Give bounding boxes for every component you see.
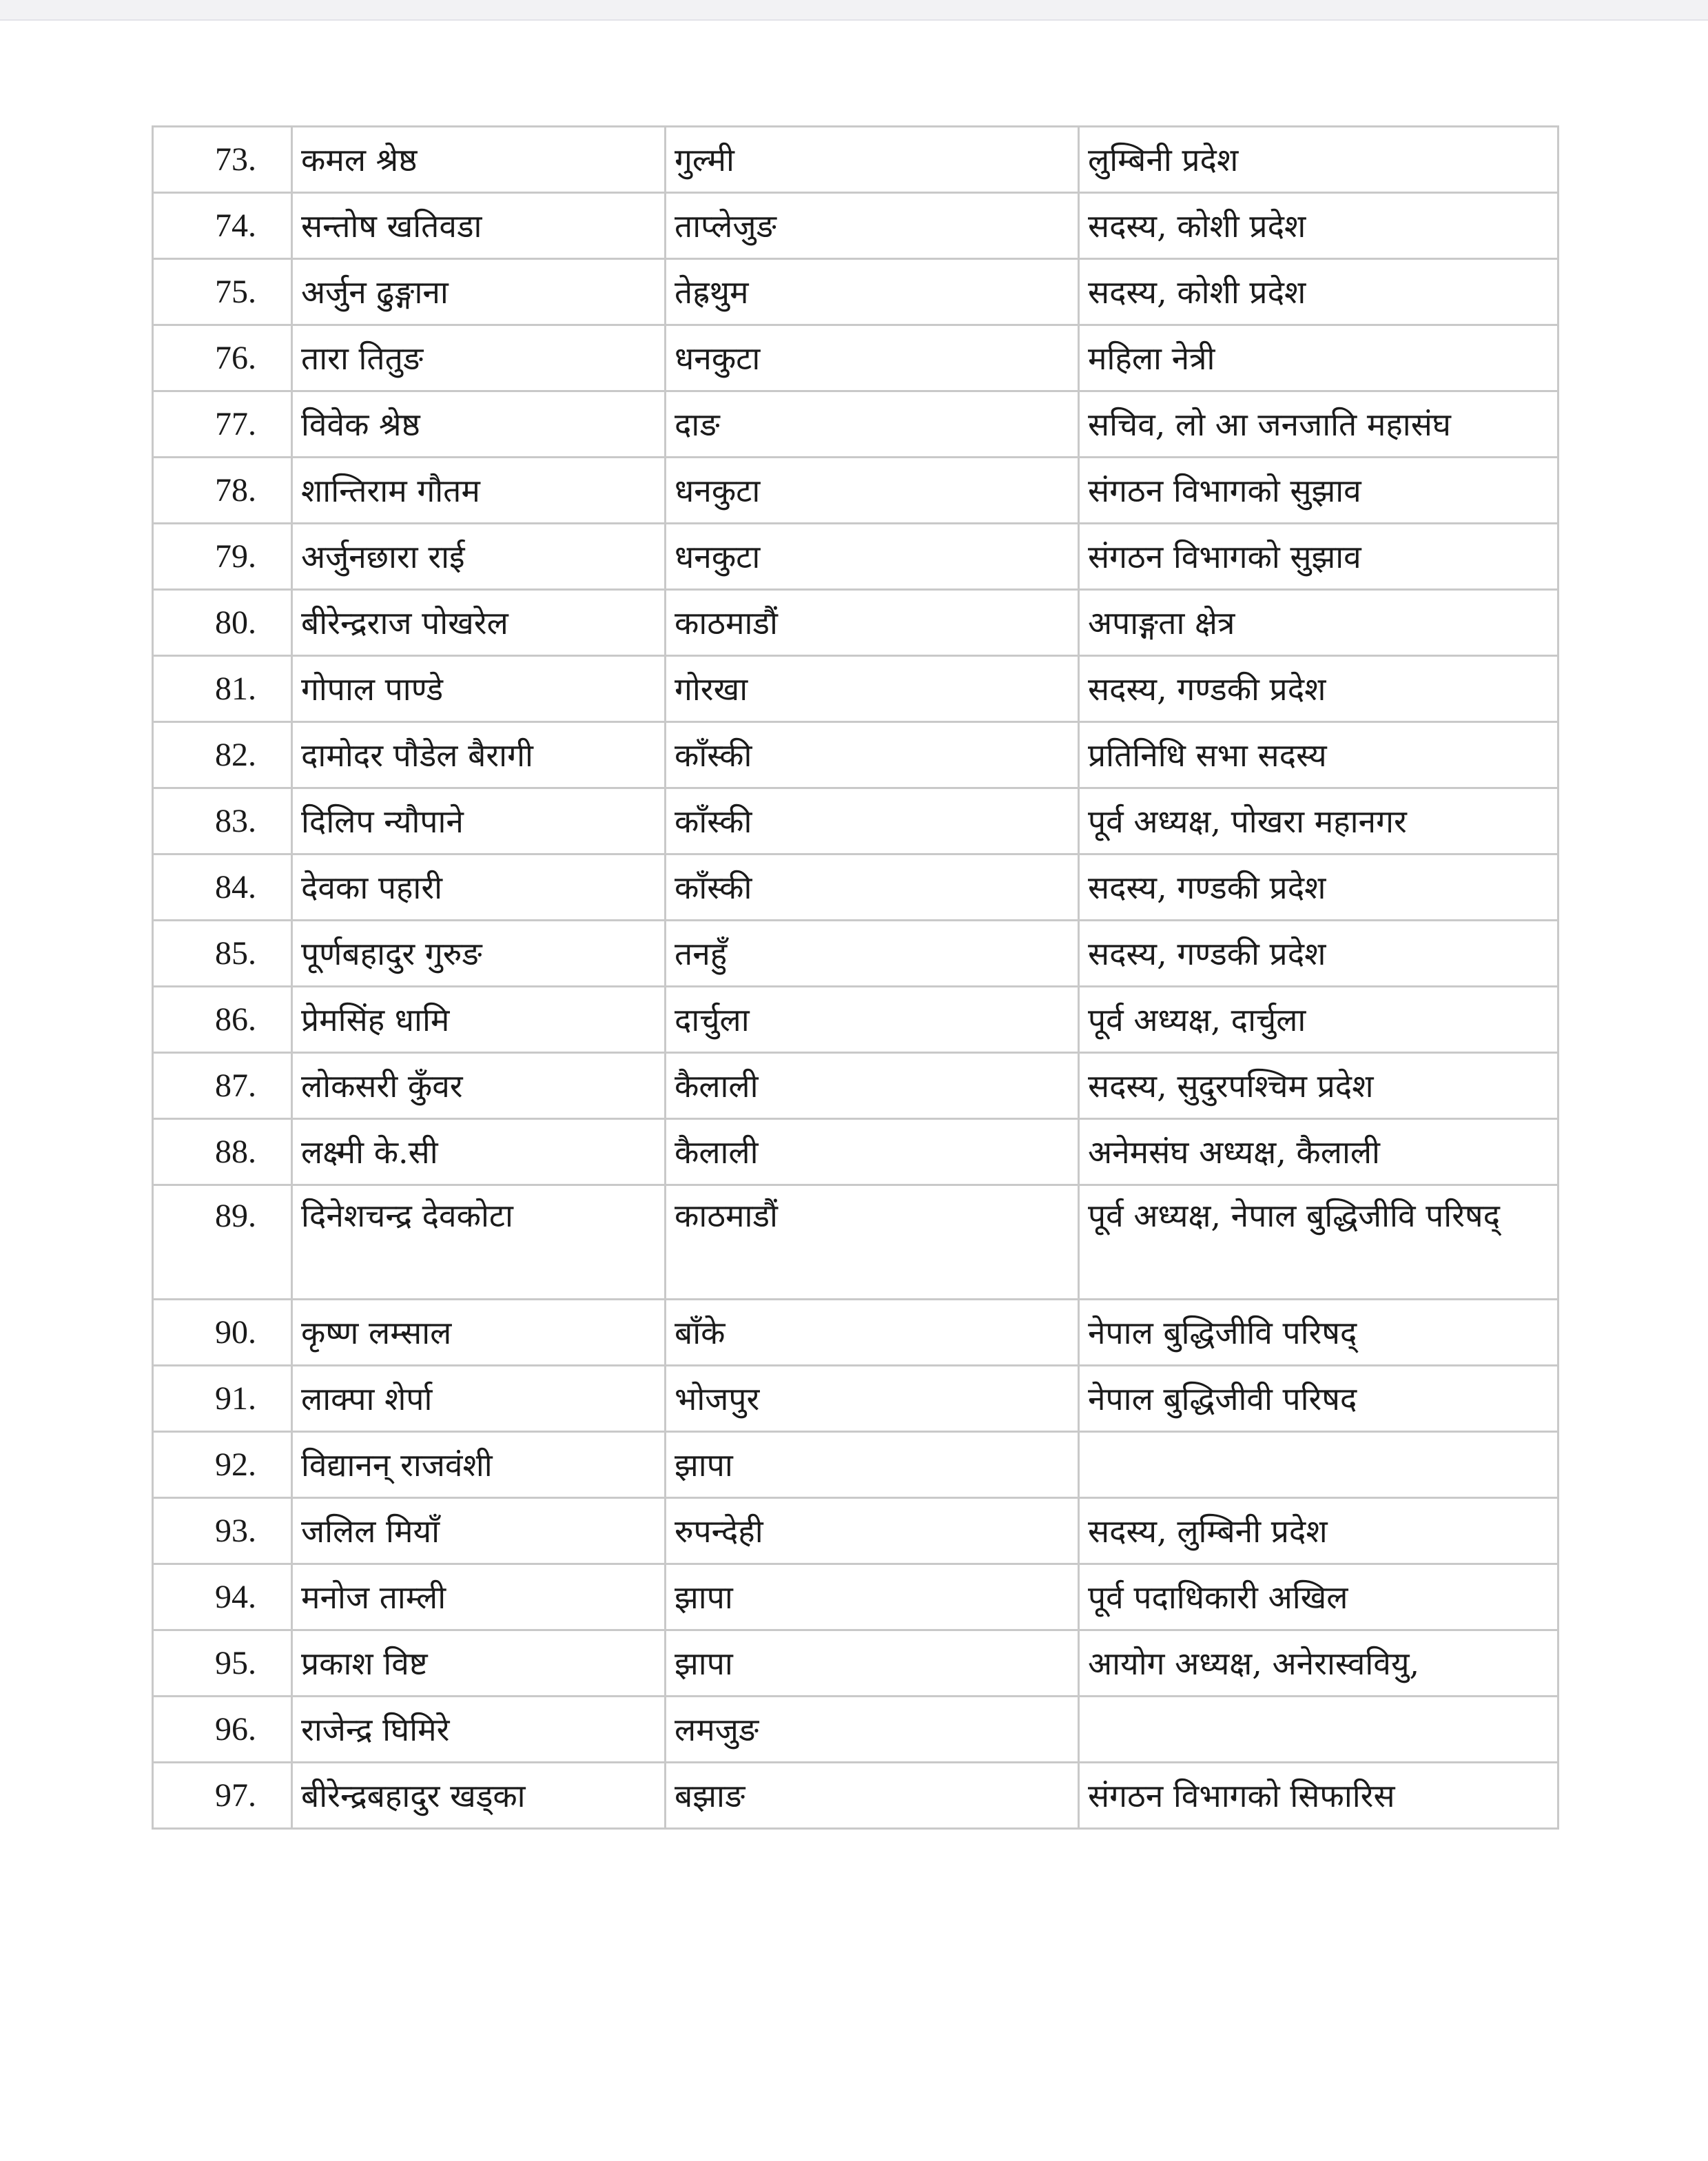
remark-cell: महिला नेत्री: [1079, 325, 1558, 391]
member-name-cell: कमल श्रेष्ठ: [292, 127, 666, 193]
member-name-cell: प्रकाश विष्ट: [292, 1630, 666, 1697]
member-name-cell: सन्तोष खतिवडा: [292, 193, 666, 259]
table-row: [153, 1564, 1558, 1630]
member-name-cell: पूर्णबहादुर गुरुङ: [292, 921, 666, 987]
serial-number-cell: 93.: [153, 1498, 292, 1564]
remark-cell: पूर्व अध्यक्ष, पोखरा महानगर: [1079, 788, 1558, 854]
table-row: [153, 987, 1558, 1053]
table-row: [153, 458, 1558, 524]
district-cell: धनकुटा: [666, 458, 1079, 524]
remark-cell: अपाङ्गता क्षेत्र: [1079, 590, 1558, 656]
table-row: [153, 1697, 1558, 1763]
member-name-cell: विवेक श्रेष्ठ: [292, 391, 666, 458]
serial-number-cell: 95.: [153, 1630, 292, 1697]
member-name-cell: मनोज ताम्ली: [292, 1564, 666, 1630]
member-name-cell: बीरेन्द्रराज पोखरेल: [292, 590, 666, 656]
district-cell: दाङ: [666, 391, 1079, 458]
remark-cell: सदस्य, गण्डकी प्रदेश: [1079, 921, 1558, 987]
district-cell: गोरखा: [666, 656, 1079, 722]
viewer-top-bar: [0, 0, 1708, 21]
table-row: [153, 1432, 1558, 1498]
district-cell: झापा: [666, 1630, 1079, 1697]
remark-cell: संगठन विभागको सुझाव: [1079, 458, 1558, 524]
remark-cell: पूर्व पदाधिकारी अखिल: [1079, 1564, 1558, 1630]
member-name-cell: विद्यानन् राजवंशी: [292, 1432, 666, 1498]
table-row: [153, 722, 1558, 788]
district-cell: काँस्की: [666, 854, 1079, 921]
serial-number-cell: 84.: [153, 854, 292, 921]
table-row: [153, 1300, 1558, 1366]
remark-cell: प्रतिनिधि सभा सदस्य: [1079, 722, 1558, 788]
member-name-cell: तारा तितुङ: [292, 325, 666, 391]
remark-cell: सचिव, लो आ जनजाति महासंघ: [1079, 391, 1558, 458]
serial-number-cell: 90.: [153, 1300, 292, 1366]
remark-cell: [1079, 1697, 1558, 1763]
member-name-cell: दामोदर पौडेल बैरागी: [292, 722, 666, 788]
remark-cell: सदस्य, कोशी प्रदेश: [1079, 193, 1558, 259]
remark-cell: आयोग अध्यक्ष, अनेरास्ववियु,: [1079, 1630, 1558, 1697]
district-cell: झापा: [666, 1564, 1079, 1630]
serial-number-cell: 78.: [153, 458, 292, 524]
table-row: [153, 1185, 1558, 1300]
remark-cell: सदस्य, गण्डकी प्रदेश: [1079, 656, 1558, 722]
district-cell: दार्चुला: [666, 987, 1079, 1053]
remark-cell: [1079, 1432, 1558, 1498]
district-cell: काँस्की: [666, 788, 1079, 854]
district-cell: तनहुँ: [666, 921, 1079, 987]
remark-cell: सदस्य, गण्डकी प्रदेश: [1079, 854, 1558, 921]
remark-cell: सदस्य, सुदुरपश्चिम प्रदेश: [1079, 1053, 1558, 1119]
serial-number-cell: 97.: [153, 1763, 292, 1829]
table-row: [153, 788, 1558, 854]
serial-number-cell: 82.: [153, 722, 292, 788]
member-name-cell: लाक्पा शेर्पा: [292, 1366, 666, 1432]
district-cell: काठमाडौं: [666, 1185, 1079, 1300]
table-row: [153, 1630, 1558, 1697]
serial-number-cell: 94.: [153, 1564, 292, 1630]
serial-number-cell: 81.: [153, 656, 292, 722]
table-row: [153, 1119, 1558, 1185]
district-cell: ताप्लेजुङ: [666, 193, 1079, 259]
table-row: [153, 193, 1558, 259]
member-name-cell: कृष्ण लम्साल: [292, 1300, 666, 1366]
table-row: [153, 1053, 1558, 1119]
table-row: [153, 391, 1558, 458]
table-row: [153, 1763, 1558, 1829]
table-row: [153, 1498, 1558, 1564]
serial-number-cell: 96.: [153, 1697, 292, 1763]
remark-cell: सदस्य, लुम्बिनी प्रदेश: [1079, 1498, 1558, 1564]
table-row: [153, 127, 1558, 193]
member-name-cell: शान्तिराम गौतम: [292, 458, 666, 524]
member-list-table: [152, 125, 1559, 1830]
district-cell: गुल्मी: [666, 127, 1079, 193]
member-name-cell: दिनेशचन्द्र देवकोटा: [292, 1185, 666, 1300]
district-cell: रुपन्देही: [666, 1498, 1079, 1564]
district-cell: बाँके: [666, 1300, 1079, 1366]
remark-cell: संगठन विभागको सिफारिस: [1079, 1763, 1558, 1829]
serial-number-cell: 74.: [153, 193, 292, 259]
member-list-body: [153, 127, 1558, 1829]
district-cell: बझाङ: [666, 1763, 1079, 1829]
member-name-cell: देवका पहारी: [292, 854, 666, 921]
member-name-cell: लक्ष्मी के.सी: [292, 1119, 666, 1185]
serial-number-cell: 88.: [153, 1119, 292, 1185]
serial-number-cell: 85.: [153, 921, 292, 987]
district-cell: भोजपुर: [666, 1366, 1079, 1432]
serial-number-cell: 83.: [153, 788, 292, 854]
district-cell: झापा: [666, 1432, 1079, 1498]
district-cell: कैलाली: [666, 1053, 1079, 1119]
district-cell: कैलाली: [666, 1119, 1079, 1185]
district-cell: धनकुटा: [666, 524, 1079, 590]
serial-number-cell: 92.: [153, 1432, 292, 1498]
district-cell: लमजुङ: [666, 1697, 1079, 1763]
serial-number-cell: 76.: [153, 325, 292, 391]
remark-cell: सदस्य, कोशी प्रदेश: [1079, 259, 1558, 325]
remark-cell: पूर्व अध्यक्ष, नेपाल बुद्धिजीवि परिषद्: [1079, 1185, 1558, 1300]
serial-number-cell: 73.: [153, 127, 292, 193]
table-row: [153, 921, 1558, 987]
table-row: [153, 1366, 1558, 1432]
table-row: [153, 656, 1558, 722]
table-row: [153, 854, 1558, 921]
member-name-cell: प्रेमसिंह धामि: [292, 987, 666, 1053]
district-cell: धनकुटा: [666, 325, 1079, 391]
member-name-cell: अर्जुनछारा राई: [292, 524, 666, 590]
table-row: [153, 590, 1558, 656]
member-name-cell: लोकसरी कुँवर: [292, 1053, 666, 1119]
member-name-cell: बीरेन्द्रबहादुर खड्का: [292, 1763, 666, 1829]
remark-cell: नेपाल बुद्धिजीवि परिषद्: [1079, 1300, 1558, 1366]
member-name-cell: अर्जुन ढुङ्गाना: [292, 259, 666, 325]
serial-number-cell: 87.: [153, 1053, 292, 1119]
serial-number-cell: 86.: [153, 987, 292, 1053]
member-name-cell: जलिल मियाँ: [292, 1498, 666, 1564]
table-row: [153, 524, 1558, 590]
district-cell: तेह्रथुम: [666, 259, 1079, 325]
serial-number-cell: 80.: [153, 590, 292, 656]
member-name-cell: राजेन्द्र घिमिरे: [292, 1697, 666, 1763]
remark-cell: लुम्बिनी प्रदेश: [1079, 127, 1558, 193]
district-cell: काठमाडौं: [666, 590, 1079, 656]
remark-cell: पूर्व अध्यक्ष, दार्चुला: [1079, 987, 1558, 1053]
serial-number-cell: 79.: [153, 524, 292, 590]
remark-cell: संगठन विभागको सुझाव: [1079, 524, 1558, 590]
remark-cell: अनेमसंघ अध्यक्ष, कैलाली: [1079, 1119, 1558, 1185]
district-cell: काँस्की: [666, 722, 1079, 788]
table-row: [153, 259, 1558, 325]
member-name-cell: गोपाल पाण्डे: [292, 656, 666, 722]
serial-number-cell: 89.: [153, 1185, 292, 1300]
table-row: [153, 325, 1558, 391]
serial-number-cell: 75.: [153, 259, 292, 325]
member-name-cell: दिलिप न्यौपाने: [292, 788, 666, 854]
serial-number-cell: 77.: [153, 391, 292, 458]
serial-number-cell: 91.: [153, 1366, 292, 1432]
remark-cell: नेपाल बुद्धिजीवी परिषद: [1079, 1366, 1558, 1432]
